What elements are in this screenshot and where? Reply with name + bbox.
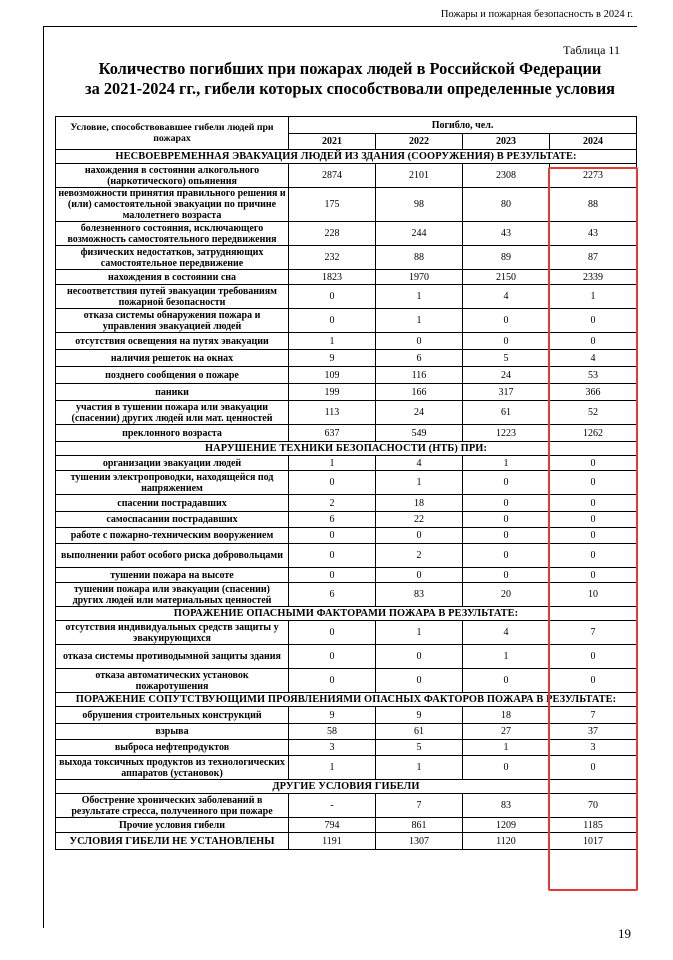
value-cell-2024: 0 [550, 495, 637, 512]
table-row [56, 645, 637, 669]
value-cell-2022: 1 [376, 621, 463, 645]
value-cell-2021: 9 [289, 350, 376, 367]
value-cell-2023: 0 [463, 309, 550, 333]
table-title-line-2: за 2021-2024 гг., гибели которых способствовали определенные условия [84, 79, 616, 98]
value-cell-2023: 20 [463, 583, 550, 607]
value-cell-2021: 0 [289, 285, 376, 309]
value-cell-2022: 7 [376, 794, 463, 818]
value-cell-2021: 0 [289, 528, 376, 544]
value-cell-2023: 5 [463, 350, 550, 367]
condition-cell: несоответствия путей эвакуации требованиям пожарной безопасности [56, 285, 289, 309]
condition-cell: паники [56, 384, 289, 401]
table-row [56, 621, 637, 645]
running-header: Пожары и пожарная безопасность в 2024 г. [440, 9, 633, 20]
condition-cell: участия в тушении пожара или эвакуации (спасении) других людей или мат. ценностей [56, 401, 289, 425]
value-cell-2024: 10 [550, 583, 637, 607]
value-cell-2023: 2150 [463, 270, 550, 285]
value-cell-2024: 1185 [550, 818, 637, 833]
value-cell-2023: 18 [463, 707, 550, 724]
value-cell-2022: 0 [376, 333, 463, 350]
table-row [56, 794, 637, 818]
table-body [56, 150, 637, 850]
table-title [60, 59, 640, 99]
value-cell-2021: 58 [289, 724, 376, 740]
value-cell-2022: 24 [376, 401, 463, 425]
value-cell-2022: 0 [376, 645, 463, 669]
value-cell-2024: 87 [550, 246, 637, 270]
value-cell-2022: 83 [376, 583, 463, 607]
value-cell-2021: 0 [289, 645, 376, 669]
condition-cell: отсутствия освещения на путях эвакуации [56, 333, 289, 350]
value-cell-2021: 0 [289, 544, 376, 568]
value-cell-2024: 0 [550, 756, 637, 780]
value-cell-2024: 37 [550, 724, 637, 740]
value-cell-2023: 0 [463, 756, 550, 780]
condition-cell: самоспасании пострадавших [56, 512, 289, 528]
value-cell-2024: 7 [550, 707, 637, 724]
table-row [56, 528, 637, 544]
value-cell-2021: 0 [289, 568, 376, 583]
section-row [56, 607, 637, 621]
value-cell-2021: 0 [289, 621, 376, 645]
condition-cell: отсутствия индивидуальных средств защиты у эвакуирующихся [56, 621, 289, 645]
table-row [56, 164, 637, 188]
value-cell-2021: 228 [289, 222, 376, 246]
value-cell-2021: 0 [289, 471, 376, 495]
value-cell-2022: 5 [376, 740, 463, 756]
value-cell-2022: 244 [376, 222, 463, 246]
value-cell-2022: 9 [376, 707, 463, 724]
value-cell-2022: 4 [376, 456, 463, 471]
header-deaths: Погибло, чел. [289, 117, 637, 134]
header-condition: Условие, способствовавшее гибели людей при пожарах [56, 117, 289, 150]
value-cell-2024: 4 [550, 350, 637, 367]
value-cell-2022: 549 [376, 425, 463, 442]
value-cell-2022: 98 [376, 188, 463, 222]
value-cell-2023: 27 [463, 724, 550, 740]
header-year: 2024 [550, 134, 637, 150]
value-cell-2021: 9 [289, 707, 376, 724]
section-heading: ПОРАЖЕНИЕ СОПУТСТВУЮЩИМИ ПРОЯВЛЕНИЯМИ ОПАСНЫХ ФАКТОРОВ ПОЖАРА В РЕЗУЛЬТАТЕ: [56, 693, 637, 707]
table-row [56, 568, 637, 583]
table-row [56, 724, 637, 740]
table-row [56, 222, 637, 246]
value-cell-2021: 175 [289, 188, 376, 222]
section-row [56, 693, 637, 707]
value-cell-2023: 89 [463, 246, 550, 270]
value-cell-2023: 24 [463, 367, 550, 384]
section-row [56, 780, 637, 794]
table-row [56, 285, 637, 309]
value-cell-2022: 88 [376, 246, 463, 270]
value-cell-2023: 0 [463, 544, 550, 568]
value-cell-2024: 0 [550, 528, 637, 544]
condition-cell: физических недостатков, затрудняющих самостоятельное передвижение [56, 246, 289, 270]
header-year: 2021 [289, 134, 376, 150]
condition-cell: тушении пожара на высоте [56, 568, 289, 583]
condition-cell: работе с пожарно-техническим вооружением [56, 528, 289, 544]
section-heading: ПОРАЖЕНИЕ ОПАСНЫМИ ФАКТОРАМИ ПОЖАРА В РЕЗУЛЬТАТЕ: [56, 607, 637, 621]
value-cell-2023: 0 [463, 568, 550, 583]
condition-cell: тушении пожара или эвакуации (спасении) других людей или материальных ценностей [56, 583, 289, 607]
condition-cell: отказа системы противодымной защиты здания [56, 645, 289, 669]
value-cell-2023: 317 [463, 384, 550, 401]
value-cell-2024: 52 [550, 401, 637, 425]
page-number: 19 [618, 926, 631, 941]
value-cell-2022: 1970 [376, 270, 463, 285]
section-row [56, 442, 637, 456]
value-cell-2023: 43 [463, 222, 550, 246]
value-cell-2022: 18 [376, 495, 463, 512]
table-number: Таблица 11 [563, 43, 620, 57]
condition-cell: наличия решеток на окнах [56, 350, 289, 367]
value-cell-2021: - [289, 794, 376, 818]
value-cell-2023: 4 [463, 285, 550, 309]
value-cell-2024: 3 [550, 740, 637, 756]
condition-cell: УСЛОВИЯ ГИБЕЛИ НЕ УСТАНОВЛЕНЫ [56, 833, 289, 850]
header-year: 2023 [463, 134, 550, 150]
condition-cell: нахождения в состоянии алкогольного (наркотического) опьянения [56, 164, 289, 188]
value-cell-2023: 80 [463, 188, 550, 222]
table-row [56, 471, 637, 495]
value-cell-2021: 1191 [289, 833, 376, 850]
value-cell-2024: 366 [550, 384, 637, 401]
value-cell-2024: 0 [550, 333, 637, 350]
condition-cell: выполнении работ особого риска добровольцами [56, 544, 289, 568]
deaths-by-condition-table [55, 116, 637, 850]
value-cell-2021: 3 [289, 740, 376, 756]
value-cell-2023: 1 [463, 740, 550, 756]
condition-cell: выхода токсичных продуктов из технологических аппаратов (установок) [56, 756, 289, 780]
value-cell-2021: 1 [289, 333, 376, 350]
value-cell-2022: 2 [376, 544, 463, 568]
value-cell-2023: 1209 [463, 818, 550, 833]
condition-cell: отказа системы обнаружения пожара и управления эвакуацией людей [56, 309, 289, 333]
value-cell-2021: 0 [289, 669, 376, 693]
value-cell-2022: 61 [376, 724, 463, 740]
table-row [56, 740, 637, 756]
value-cell-2022: 6 [376, 350, 463, 367]
value-cell-2022: 861 [376, 818, 463, 833]
value-cell-2021: 0 [289, 309, 376, 333]
value-cell-2023: 83 [463, 794, 550, 818]
header-year: 2022 [376, 134, 463, 150]
value-cell-2022: 0 [376, 528, 463, 544]
table-row [56, 333, 637, 350]
value-cell-2024: 88 [550, 188, 637, 222]
value-cell-2022: 1307 [376, 833, 463, 850]
value-cell-2024: 0 [550, 669, 637, 693]
table-row [56, 456, 637, 471]
section-heading: НЕСВОЕВРЕМЕННАЯ ЭВАКУАЦИЯ ЛЮДЕЙ ИЗ ЗДАНИЯ (СООРУЖЕНИЯ) В РЕЗУЛЬТАТЕ: [56, 150, 637, 164]
table-row [56, 833, 637, 850]
value-cell-2024: 0 [550, 456, 637, 471]
value-cell-2023: 0 [463, 669, 550, 693]
value-cell-2021: 6 [289, 512, 376, 528]
table-row [56, 188, 637, 222]
condition-cell: выброса нефтепродуктов [56, 740, 289, 756]
value-cell-2021: 1 [289, 456, 376, 471]
condition-cell: отказа автоматических установок пожаротушения [56, 669, 289, 693]
value-cell-2024: 1 [550, 285, 637, 309]
value-cell-2022: 0 [376, 669, 463, 693]
table-row [56, 309, 637, 333]
value-cell-2023: 0 [463, 333, 550, 350]
table-row [56, 669, 637, 693]
value-cell-2021: 2874 [289, 164, 376, 188]
value-cell-2023: 1 [463, 645, 550, 669]
table-row [56, 384, 637, 401]
condition-cell: невозможности принятия правильного решения и (или) самостоятельной эвакуации по причине малолетнего возраста [56, 188, 289, 222]
value-cell-2023: 1120 [463, 833, 550, 850]
table-row [56, 544, 637, 568]
table-row [56, 270, 637, 285]
value-cell-2021: 794 [289, 818, 376, 833]
condition-cell: взрыва [56, 724, 289, 740]
value-cell-2023: 0 [463, 471, 550, 495]
value-cell-2021: 6 [289, 583, 376, 607]
table-row [56, 495, 637, 512]
table-row [56, 425, 637, 442]
table-row [56, 367, 637, 384]
value-cell-2022: 1 [376, 285, 463, 309]
value-cell-2023: 4 [463, 621, 550, 645]
condition-cell: позднего сообщения о пожаре [56, 367, 289, 384]
value-cell-2024: 0 [550, 568, 637, 583]
value-cell-2022: 1 [376, 309, 463, 333]
value-cell-2021: 109 [289, 367, 376, 384]
value-cell-2023: 2308 [463, 164, 550, 188]
header-rule [43, 26, 637, 27]
value-cell-2024: 70 [550, 794, 637, 818]
condition-cell: спасении пострадавших [56, 495, 289, 512]
condition-cell: болезненного состояния, исключающего возможность самостоятельного передвижения [56, 222, 289, 246]
table-row [56, 401, 637, 425]
table-row [56, 756, 637, 780]
condition-cell: организации эвакуации людей [56, 456, 289, 471]
value-cell-2024: 0 [550, 645, 637, 669]
value-cell-2023: 1223 [463, 425, 550, 442]
value-cell-2021: 232 [289, 246, 376, 270]
value-cell-2022: 116 [376, 367, 463, 384]
table-row [56, 246, 637, 270]
value-cell-2024: 0 [550, 471, 637, 495]
value-cell-2023: 0 [463, 495, 550, 512]
condition-cell: нахождения в состоянии сна [56, 270, 289, 285]
value-cell-2024: 7 [550, 621, 637, 645]
value-cell-2021: 1 [289, 756, 376, 780]
table-row [56, 707, 637, 724]
value-cell-2024: 0 [550, 512, 637, 528]
value-cell-2023: 1 [463, 456, 550, 471]
value-cell-2024: 0 [550, 309, 637, 333]
condition-cell: преклонного возраста [56, 425, 289, 442]
value-cell-2023: 0 [463, 512, 550, 528]
section-heading: НАРУШЕНИЕ ТЕХНИКИ БЕЗОПАСНОСТИ (НТБ) ПРИ: [56, 442, 637, 456]
value-cell-2022: 0 [376, 568, 463, 583]
condition-cell: Прочие условия гибели [56, 818, 289, 833]
value-cell-2021: 2 [289, 495, 376, 512]
value-cell-2024: 53 [550, 367, 637, 384]
value-cell-2024: 2273 [550, 164, 637, 188]
value-cell-2021: 199 [289, 384, 376, 401]
table-row [56, 583, 637, 607]
condition-cell: тушении электропроводки, находящейся под напряжением [56, 471, 289, 495]
value-cell-2024: 0 [550, 544, 637, 568]
value-cell-2022: 22 [376, 512, 463, 528]
condition-cell: Обострение хронических заболеваний в результате стресса, полученного при пожаре [56, 794, 289, 818]
value-cell-2022: 1 [376, 756, 463, 780]
value-cell-2022: 1 [376, 471, 463, 495]
table-row [56, 512, 637, 528]
condition-cell: обрушения строительных конструкций [56, 707, 289, 724]
value-cell-2024: 2339 [550, 270, 637, 285]
table-title-line-1: Количество погибших при пожарах людей в Российской Федерации [98, 59, 602, 78]
value-cell-2024: 43 [550, 222, 637, 246]
value-cell-2024: 1262 [550, 425, 637, 442]
value-cell-2021: 637 [289, 425, 376, 442]
value-cell-2023: 61 [463, 401, 550, 425]
value-cell-2022: 2101 [376, 164, 463, 188]
table-row [56, 350, 637, 367]
section-row [56, 150, 637, 164]
value-cell-2021: 113 [289, 401, 376, 425]
section-heading: ДРУГИЕ УСЛОВИЯ ГИБЕЛИ [56, 780, 637, 794]
value-cell-2022: 166 [376, 384, 463, 401]
page-margin-rule [43, 26, 44, 928]
value-cell-2024: 1017 [550, 833, 637, 850]
value-cell-2023: 0 [463, 528, 550, 544]
value-cell-2021: 1823 [289, 270, 376, 285]
table-row [56, 818, 637, 833]
